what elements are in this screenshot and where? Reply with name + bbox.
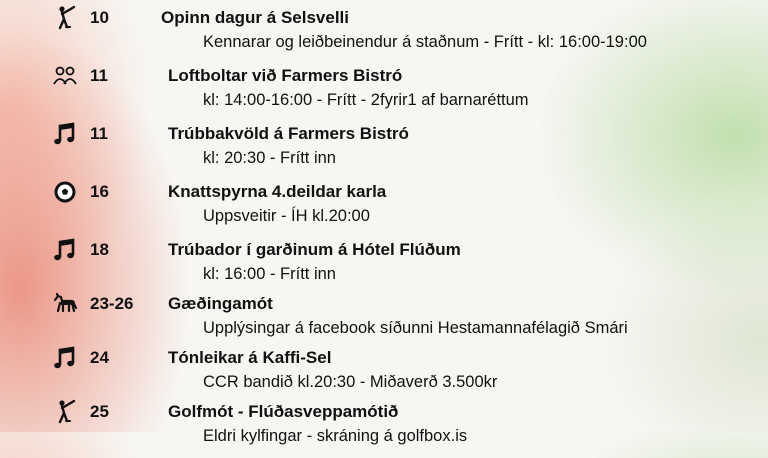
- people-icon: [52, 63, 78, 89]
- event-row: [0, 64, 768, 122]
- event-detail: kl: 16:00 - Frítt inn: [203, 265, 336, 283]
- event-detail: kl: 14:00-16:00 - Frítt - 2fyrir1 af barnaréttum: [203, 91, 529, 109]
- event-detail: Upplýsingar á facebook síðunni Hestamannafélagið Smári: [203, 319, 628, 337]
- event-row: [0, 122, 768, 180]
- event-title: Opinn dagur á Selsvelli: [161, 8, 349, 27]
- event-date: 25: [90, 402, 109, 421]
- event-detail: CCR bandið kl.20:30 - Miðaverð 3.500kr: [203, 373, 498, 391]
- event-date: 11: [90, 66, 108, 85]
- event-title: Loftboltar við Farmers Bistró: [168, 66, 403, 85]
- event-detail: Eldri kylfingar - skráning á golfbox.is: [203, 427, 468, 445]
- music-note-icon: [52, 345, 78, 371]
- golfer-icon: [52, 399, 78, 425]
- event-row: [0, 180, 768, 238]
- event-row: [0, 346, 768, 404]
- event-row: [0, 6, 768, 64]
- event-date: 24: [90, 348, 109, 367]
- music-note-icon: [52, 237, 78, 263]
- event-title: Tónleikar á Kaffi-Sel: [168, 348, 332, 367]
- event-row: [0, 238, 768, 296]
- event-row: [0, 292, 768, 350]
- event-title: Trúbador í garðinum á Hótel Flúðum: [168, 240, 461, 259]
- event-row: [0, 400, 768, 458]
- event-title: Trúbbakvöld á Farmers Bistró: [168, 124, 409, 143]
- soccer-ball-icon: [52, 179, 78, 205]
- event-detail: kl: 20:30 - Frítt inn: [203, 149, 336, 167]
- event-date: 23-26: [90, 294, 134, 313]
- event-date: 16: [90, 182, 109, 201]
- event-date: 10: [90, 8, 109, 27]
- event-title: Gæðingamót: [168, 294, 273, 313]
- music-note-icon: [52, 121, 78, 147]
- event-detail: Kennarar og leiðbeinendur á staðnum - Frítt - kl: 16:00-19:00: [203, 33, 647, 51]
- event-title: Golfmót - Flúðasveppamótið: [168, 402, 399, 421]
- event-title: Knattspyrna 4.deildar karla: [168, 182, 387, 201]
- golfer-icon: [52, 5, 78, 31]
- event-detail: Uppsveitir - ÍH kl.20:00: [203, 207, 370, 225]
- event-date: 11: [90, 124, 108, 143]
- horse-icon: [52, 291, 78, 317]
- event-date: 18: [90, 240, 109, 259]
